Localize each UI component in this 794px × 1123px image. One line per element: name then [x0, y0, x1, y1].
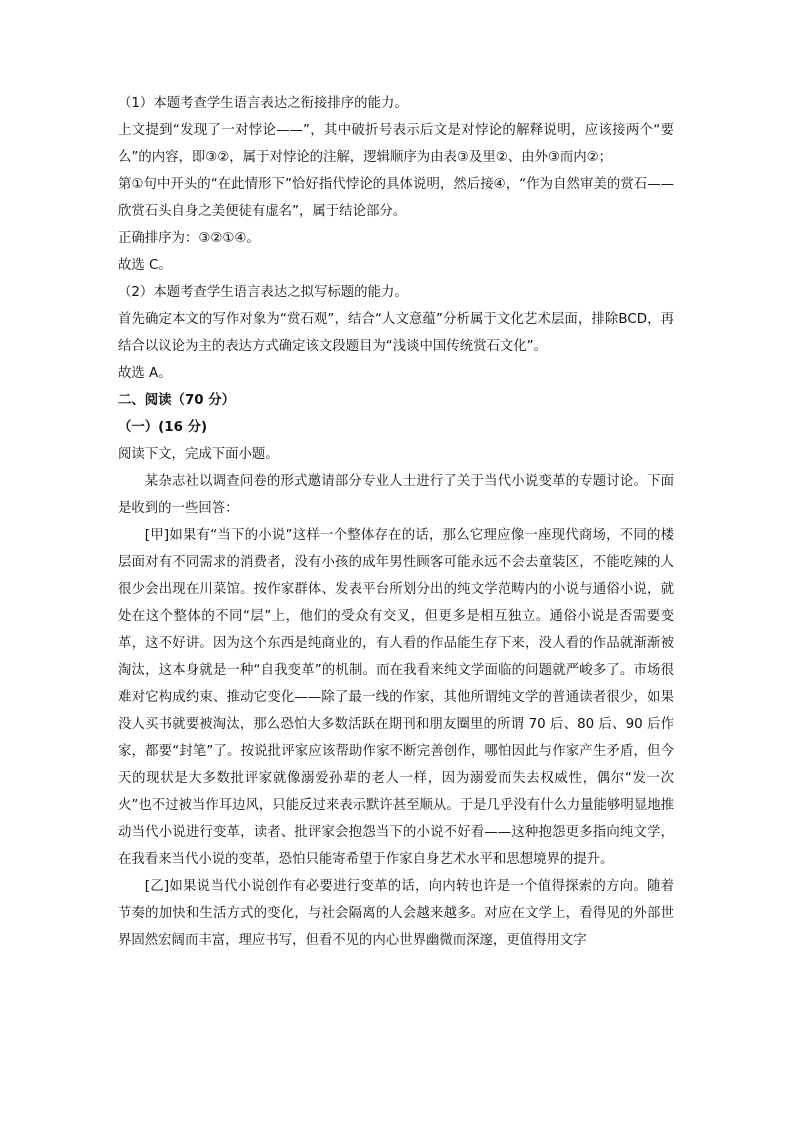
paragraph-q2-answer: 故选 A。: [118, 366, 172, 381]
paragraph-q1-sentence-one: 第①句中开头的“在此情形下”恰好指代悖论的具体说明，然后接④，“作为自然审美的赏石——欣赏石头自身之美便徒有虚名”，属于结论部分。: [118, 177, 674, 219]
paragraph-q1-order: 正确排序为：③②①④。: [118, 231, 260, 246]
paragraph-q2-analysis: 首先确定本文的写作对象为“赏石观”，结合“人文意蕴”分析属于文化艺术层面，排除BCD，再结合以议论为主的表达方式确定该文段题目为“浅谈中国传统赏石文化”。: [118, 312, 674, 354]
subsection-heading: （一）(16 分): [118, 420, 208, 435]
document-body: [118, 90, 674, 954]
passage-response-jia: [甲]如果有“当下的小说”这样一个整体存在的话，那么它理应像一座现代商场，不同的楼层面对有不同需求的消费者，没有小孩的成年男性顾客可能永远不会去童装区，不能吃辣的人很少会出现在川菜馆。按作家群体、发表平台所划分出的纯文学范畴内的小说与通俗小说，就处在这个整体的不同“层”上，他们的受众有交叉，但更多是相互独立。通俗小说是否需要变革，这不好讲。因为这个东西是纯商业的，有人看的作品能生存下来，没人看的作品就渐渐被淘汰，这本身就是一种“自我变革”的机制。而在我看来纯文学面临的问题就严峻多了。市场很难对它构成约束、推动它变化——除了最一线的作家，其他所谓纯文学的普通读者很少，如果没人买书就要被淘汰，那么恐怕大多数活跃在期刊和朋友圈里的所谓 70 后、80 后、90 后作家，都要“封笔”了。按说批评家应该帮助作家不断完善创作，哪怕因此与作家产生矛盾，但今天的现状是大多数批评家就像溺爱孙辈的老人一样，因为溺爱而失去权威性，偶尔“发一次火”也不过被当作耳边风，只能反过来表示默许甚至顺从。于是几乎没有什么力量能够明显地推动当代小说进行变革，读者、批评家会抱怨当下的小说不好看——这种抱怨更多指向纯文学，在我看来当代小说的变革，恐怕只能寄希望于作家自身艺术水平和思想境界的提升。: [118, 528, 674, 867]
passage-intro: 某杂志社以调查问卷的形式邀请部分专业人士进行了关于当代小说变革的专题讨论。下面是收到的一些回答：: [118, 474, 674, 516]
passage-response-yi: [乙]如果说当代小说创作有必要进行变革的话，向内转也许是一个值得探索的方向。随着节奏的加快和生活方式的变化，与社会隔离的人会越来越多。对应在文学上，看得见的外部世界固然宏阔而丰富，理应书写，但看不见的内心世界幽微而深邃，更值得用文字: [118, 879, 674, 948]
paragraph-q2-intro: （2）本题考查学生语言表达之拟写标题的能力。: [118, 285, 408, 300]
paragraph-q1-intro: （1）本题考查学生语言表达之衔接排序的能力。: [118, 96, 408, 111]
reading-instruction: 阅读下文，完成下面小题。: [118, 447, 279, 462]
section-heading-reading: 二、阅读（70 分）: [118, 393, 236, 408]
paragraph-q1-analysis: 上文提到“发现了一对悖论——”，其中破折号表示后文是对悖论的解释说明，应该接两个“要么”的内容，即③②，属于对悖论的注解，逻辑顺序为由表③及里②、由外③而内②；: [118, 123, 674, 165]
paragraph-q1-answer: 故选 C。: [118, 258, 172, 273]
